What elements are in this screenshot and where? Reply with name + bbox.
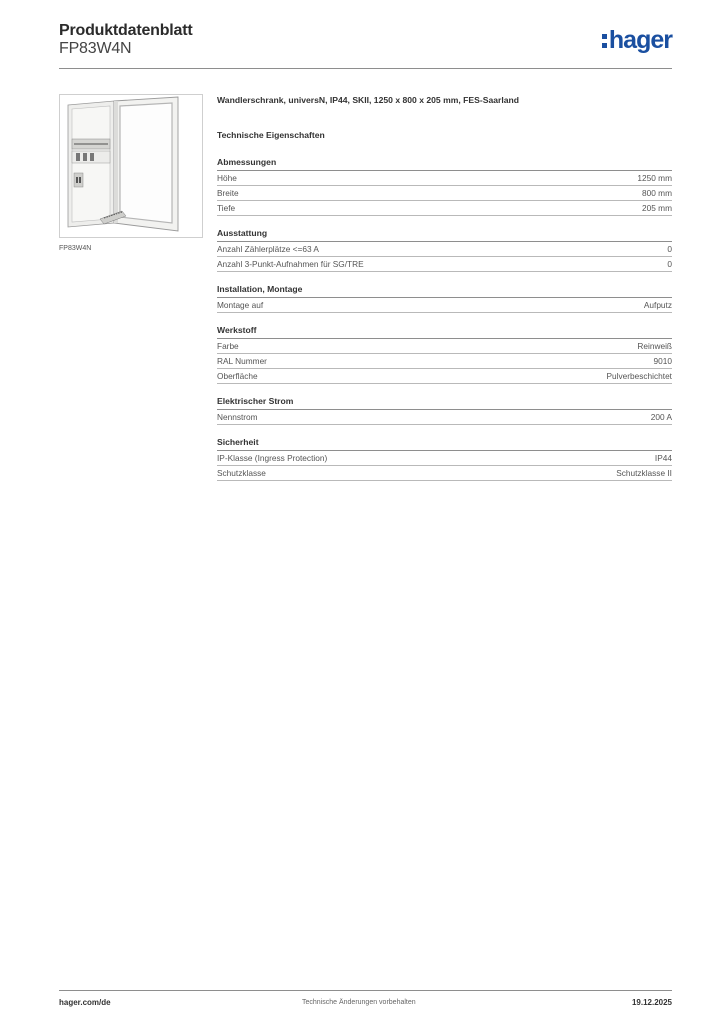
image-caption: FP83W4N <box>59 245 92 252</box>
product-number: FP83W4N <box>59 40 132 57</box>
product-image <box>59 94 203 238</box>
property-row <box>217 242 672 257</box>
enclosure-cabinet-icon <box>60 95 202 237</box>
group-material <box>217 322 672 384</box>
group-installation <box>217 281 672 313</box>
property-label: Anzahl 3-Punkt-Aufnahmen für SG/TRE <box>217 259 364 269</box>
property-label: Höhe <box>217 173 237 183</box>
property-row <box>217 451 672 466</box>
property-row <box>217 171 672 186</box>
property-label: RAL Nummer <box>217 356 267 366</box>
hager-logo <box>602 28 672 53</box>
property-row <box>217 186 672 201</box>
property-label: IP-Klasse (Ingress Protection) <box>217 453 328 463</box>
property-label: Tiefe <box>217 203 236 213</box>
property-row <box>217 298 672 313</box>
group-dimensions <box>217 154 672 216</box>
group-equipment <box>217 225 672 272</box>
document-title: Produktdatenblatt <box>59 22 193 39</box>
property-label: Nennstrom <box>217 412 258 422</box>
property-row <box>217 354 672 369</box>
datasheet-content <box>217 92 672 481</box>
section-title: Technische Eigenschaften <box>217 130 325 140</box>
property-value: 9010 <box>653 356 672 366</box>
property-value: Schutzklasse II <box>616 468 672 478</box>
property-label: Schutzklasse <box>217 468 266 478</box>
logo-colon-icon <box>602 34 607 48</box>
property-value: Reinweiß <box>637 341 672 351</box>
header-divider <box>59 68 672 69</box>
logo-text: hager <box>608 26 672 54</box>
group-heading: Abmessungen <box>217 154 672 171</box>
property-label: Oberfläche <box>217 371 258 381</box>
product-description: Wandlerschrank, universN, IP44, SKII, 1250 x 800 x 205 mm, FES-Saarland <box>217 95 520 105</box>
footer-divider <box>59 990 672 991</box>
property-value: 0 <box>667 244 672 254</box>
group-heading: Elektrischer Strom <box>217 393 672 410</box>
footer-website-link[interactable]: hager.com/de <box>59 998 111 1007</box>
property-row <box>217 339 672 354</box>
property-label: Farbe <box>217 341 239 351</box>
property-value: 0 <box>667 259 672 269</box>
property-value: Aufputz <box>643 300 672 310</box>
property-row <box>217 257 672 272</box>
property-value: IP44 <box>654 453 672 463</box>
group-safety <box>217 434 672 481</box>
property-row <box>217 410 672 425</box>
group-heading: Installation, Montage <box>217 281 672 298</box>
property-value: 800 mm <box>642 188 672 198</box>
property-row <box>217 466 672 481</box>
footer-date: 19.12.2025 <box>631 998 672 1007</box>
footer-note: Technische Änderungen vorbehalten <box>302 999 416 1006</box>
property-row <box>217 201 672 216</box>
property-value: 200 A <box>650 412 672 422</box>
property-label: Breite <box>217 188 239 198</box>
group-heading: Sicherheit <box>217 434 672 451</box>
group-heading: Ausstattung <box>217 225 672 242</box>
property-label: Montage auf <box>217 300 264 310</box>
group-electric-current <box>217 393 672 425</box>
property-label: Anzahl Zählerplätze <=63 A <box>217 244 319 254</box>
property-value: Pulverbeschichtet <box>606 371 672 381</box>
group-heading: Werkstoff <box>217 322 672 339</box>
property-value: 205 mm <box>642 203 672 213</box>
property-value: 1250 mm <box>637 173 672 183</box>
page-header <box>59 20 672 70</box>
property-row <box>217 369 672 384</box>
